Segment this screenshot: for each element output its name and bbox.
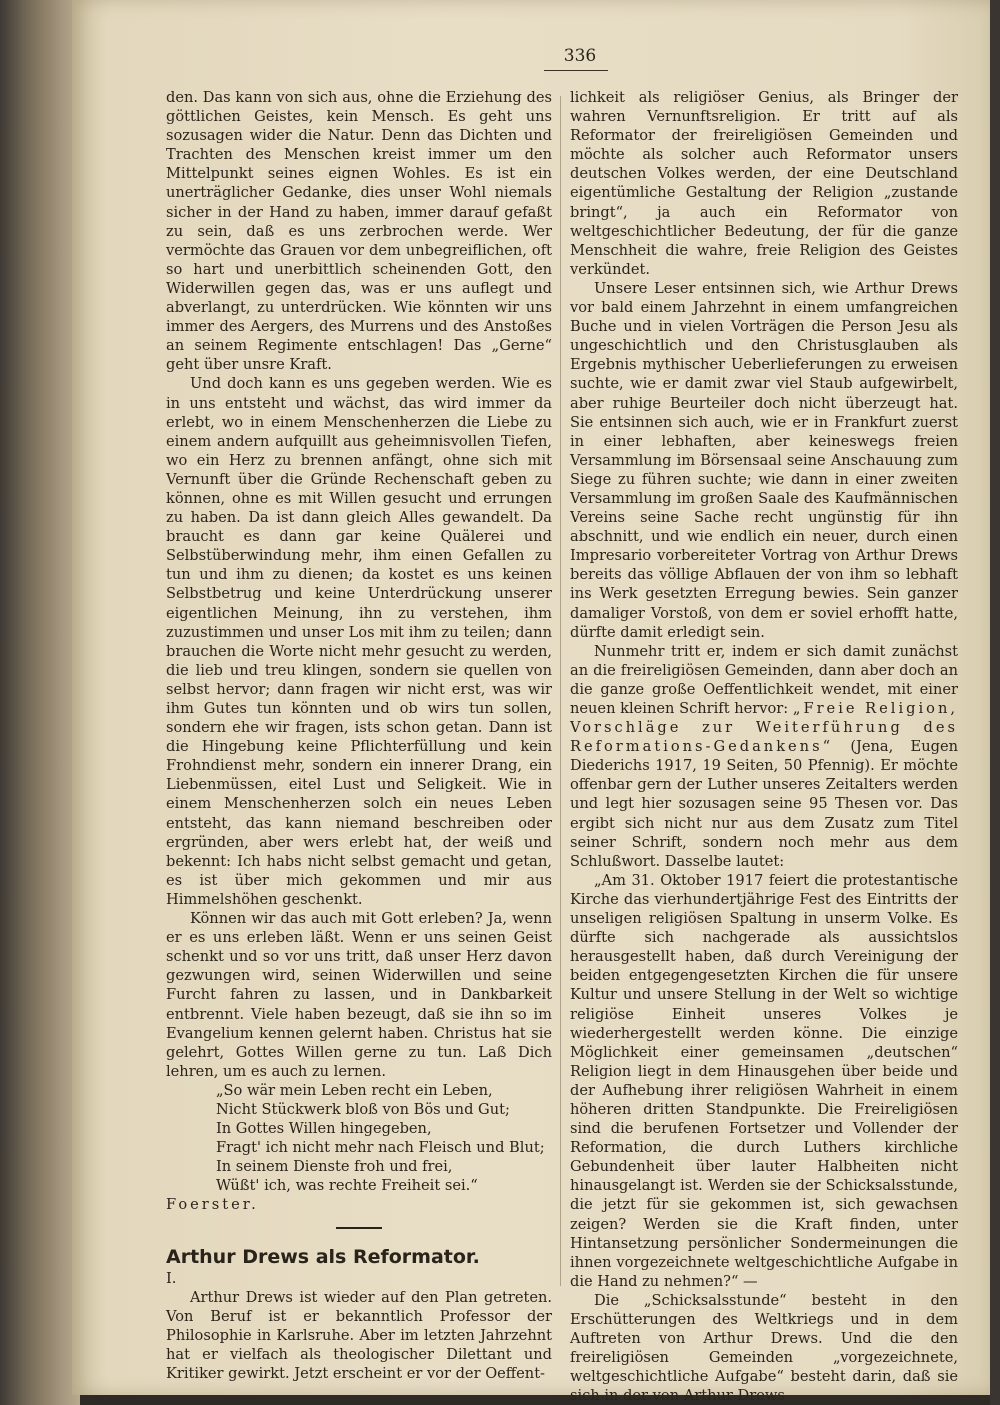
book-title: „Freie Religion, Vorschläge zur Weiterführung des Reformations-Gedankens“ xyxy=(570,700,958,756)
right-column xyxy=(570,88,958,1405)
quotation-text: „Am 31. Oktober 1917 feiert die protestantische Kirche das vierhundertjährige Fest des Eintritts der unseligen religiösen Spaltung in unserm Volke. Es dürfte sich nachgerade als aussichtslos herausgestellt haben, daß durch Vereinigung der beiden entgegengesetzten Kirchen die für unsere Kultur und unsere Stellung in der Welt so wichtige religiöse Einheit unseres Volkes je wiederhergestellt werden könne. Die einzige Möglichkeit einer gemeinsamen „deutschen“ Religion liegt in dem Hinausgehen über beide und der Aufhebung ihrer religiösen Wahrheit in einem höheren dritten Standpunkte. Die Freireligiösen sind die berufenen Fortsetzer und Vollender der Reformation, die durch Luthers kirchliche Gebundenheit über lauter Halbheiten nicht hinausgelangt ist. Werden sie der Schicksalsstunde, die jetzt für sie gekommen ist, sich gewachsen zeigen? Werden sie die Kraft finden, unter Hintansetzung persönlicher Sondermeinungen die ihnen vorgezeichnete weltgeschichtliche Aufgabe in die Hand zu nehmen?“ — xyxy=(570,871,958,1290)
right-paragraph-3-end: (Jena, Eugen Diederichs 1917, 19 Seiten, 50 Pfennig). Er möchte offenbar gern der Luther unseres Zeitalters werden und legt hier sozusagen seine 95 Thesen vor. Das ergibt sich nicht nur aus dem Zusatz zum Titel seiner Schrift, sondern noch mehr aus dem Schlußwort. Dasselbe lautet: xyxy=(570,738,958,870)
right-paragraph-4: Die „Schicksalsstunde“ besteht in den Erschütterungen des Weltkriegs und in dem Auftreten von Arthur Drews. Und die den freireligiösen Gemeinden „vorgezeichnete, weltgeschichtliche Aufgabe“ besteht darin, daß sie sich in der von Arthur Drews xyxy=(570,1291,958,1405)
quotation-block xyxy=(570,871,958,1291)
title-rule xyxy=(336,1227,382,1229)
column-divider xyxy=(560,96,561,1286)
poem-line: Wüßt' ich, was rechte Freiheit sei.“ xyxy=(216,1177,478,1195)
page-number-rule xyxy=(544,70,608,71)
right-paragraph-2: Unsere Leser entsinnen sich, wie Arthur Drews vor bald einem Jahrzehnt in einem umfangreichen Buche und in vielen Vorträgen die Person Jesu als ungeschichtlich und den Christusglauben als Ergebnis mythischer Ueberlieferungen zu erweisen suchte, wie er damit zwar viel Staub aufgewirbelt, aber ruhige Beurteiler doch nicht überzeugt hat. Sie entsinnen sich auch, wie er in Frankfurt zuerst in einer lebhaften, aber keineswegs freien Versammlung im Börsensaal seine Anschauung zum Siege zu führen suchte; wie dann in einer zweiten Versammlung im großen Saale des Kaufmännischen Vereins seine Sache recht ungünstig für ihn abschnitt, und wie endlich ein neuer, durch einen Impresario vorbereiteter Vortrag von Arthur Drews bereits das völlige Abflauen der von ihm so lebhaft ins Werk gesetzten Erregung bewies. Sein ganzer damaliger Vorstoß, von dem er soviel erhofft hatte, dürfte damit erledigt sein. xyxy=(570,279,958,641)
page-number: 336 xyxy=(563,46,597,66)
right-paragraph-3-start: Nunmehr tritt er, indem er sich damit zunächst an die freireligiösen Gemeinden, dann aber doch an die ganze große Oeffentlichkeit wendet, mit einer neuen kleinen Schrift hervor: xyxy=(570,642,958,717)
scan-right-edge xyxy=(990,0,1000,1405)
left-paragraph-3: Können wir das auch mit Gott erleben? Ja, wenn er es uns erleben läßt. Wenn er uns seinen Geist schenkt und so vor uns tritt, daß unser Herz davon gezwungen wird, seinen Widerwillen und seine Furcht fahren zu lassen, und in Dankbarkeit entbrennt. Viele haben bezeugt, daß sie ihn so im Evangelium kennen gelernt haben. Christus hat sie gelehrt, Gottes Willen gerne zu tun. Laß Dich lehren, um es auch zu lernen. xyxy=(166,910,552,1080)
book-edge xyxy=(0,0,80,1405)
author-signature: Foerster. xyxy=(166,1196,259,1214)
poem-line: In Gottes Willen hingegeben, xyxy=(216,1120,432,1138)
poem-line: Fragt' ich nicht mehr nach Fleisch und Blut; xyxy=(216,1139,545,1157)
poem-line: Nicht Stückwerk bloß von Bös und Gut; xyxy=(216,1100,510,1118)
section-number: I. xyxy=(166,1269,177,1287)
poem-line: In seinem Dienste froh und frei, xyxy=(216,1158,453,1176)
right-paragraph-1: lichkeit als religiöser Genius, als Bringer der wahren Vernunftsreligion. Er tritt auf als Reformator der freireligiösen Gemeinden und möchte als solcher auch Reformator unsers deutschen Volkes werden, der eine Deutschland eigentümliche Gestaltung der Religion „zustande bringt“, ja auch ein Reformator von weltgeschichtlicher Bedeutung, der für die ganze Menschheit die wahre, freie Religion des Geistes verkündet. xyxy=(570,89,958,278)
poem-line: „So wär mein Leben recht ein Leben, xyxy=(216,1081,493,1099)
left-paragraph-2: Und doch kann es uns gegeben werden. Wie es in uns entsteht und wächst, das wird immer da erlebt, wo in einem Menschenherzen die Liebe zu einem andern aufquillt aus geheimnisvollen Tiefen, wo ein Herz zu brennen anfängt, ohne sich mit Vernunft über die Gründe Rechenschaft geben zu können, ohne es mit Willen gesucht und errungen zu haben. Da ist dann gleich Alles gewandelt. Da braucht es dann gar keine Quälerei und Selbstüberwindung mehr, ihm einen Gefallen zu tun und ihm zu dienen; da kostet es uns keinen Selbstbetrug und keine Unterdrückung unserer eigentlichen Meinung, ihn zu verstehen, ihm zuzustimmen und unser Los mit ihm zu teilen; dann brauchen die Worte nicht mehr gesucht zu werden, die lieb und treu klingen, sondern sie quellen von selbst hervor; dann fragen wir nicht erst, was wir ihm Gutes tun könnten und ob wirs tun sollen, sondern ehe wir fragen, ists schon getan. Dann ist die Hingebung keine Pflichterfüllung und kein Frohndienst mehr, sondern ein innerer Drang, ein Liebenmüssen, eitel Lust und Seligkeit. Wie in einem Menschenherzen solch ein neues Leben entsteht, das kann niemand beschreiben oder ergründen, aber wers erlebt hat, der weiß und bekennt: Ich habs nicht selbst gemacht und getan, es ist über mich gekommen und mir aus Himmelshöhen geschenkt. xyxy=(166,375,552,908)
article-title: Arthur Drews als Reformator. xyxy=(166,1245,480,1268)
left-column xyxy=(166,88,552,1383)
left-paragraph-1: den. Das kann von sich aus, ohne die Erziehung des göttlichen Geistes, kein Mensch. Es geht uns sozusagen wider die Natur. Denn das Dichten und Trachten des Menschen kreist immer um den Mittelpunkt seines eignen Wohles. Es ist ein unerträglicher Gedanke, dies unser Wohl niemals sicher in der Hand zu haben, immer darauf gefaßt zu sein, daß es uns zerbrochen werde. Wer vermöchte das Grauen vor dem unbegreiflichen, oft so hart und unerbittlich scheinenden Gott, den Widerwillen gegen das, was er uns auflegt und abverlangt, zu unterdrücken. Wie könnten wir uns immer des Aergers, des Murrens und des Anstoßes an seinem Regimente entschlagen! Das „Gerne“ geht über unsre Kraft. xyxy=(166,89,552,374)
right-paragraph-3 xyxy=(570,642,958,871)
poem xyxy=(216,1081,552,1196)
left-paragraph-4: Arthur Drews ist wieder auf den Plan getreten. Von Beruf ist er bekanntlich Professor der Philosophie in Karlsruhe. Aber im letzten Jahrzehnt hat er vielfach als theologischer Dilettant und Kritiker gewirkt. Jetzt erscheint er vor der Oeffent- xyxy=(166,1288,552,1382)
